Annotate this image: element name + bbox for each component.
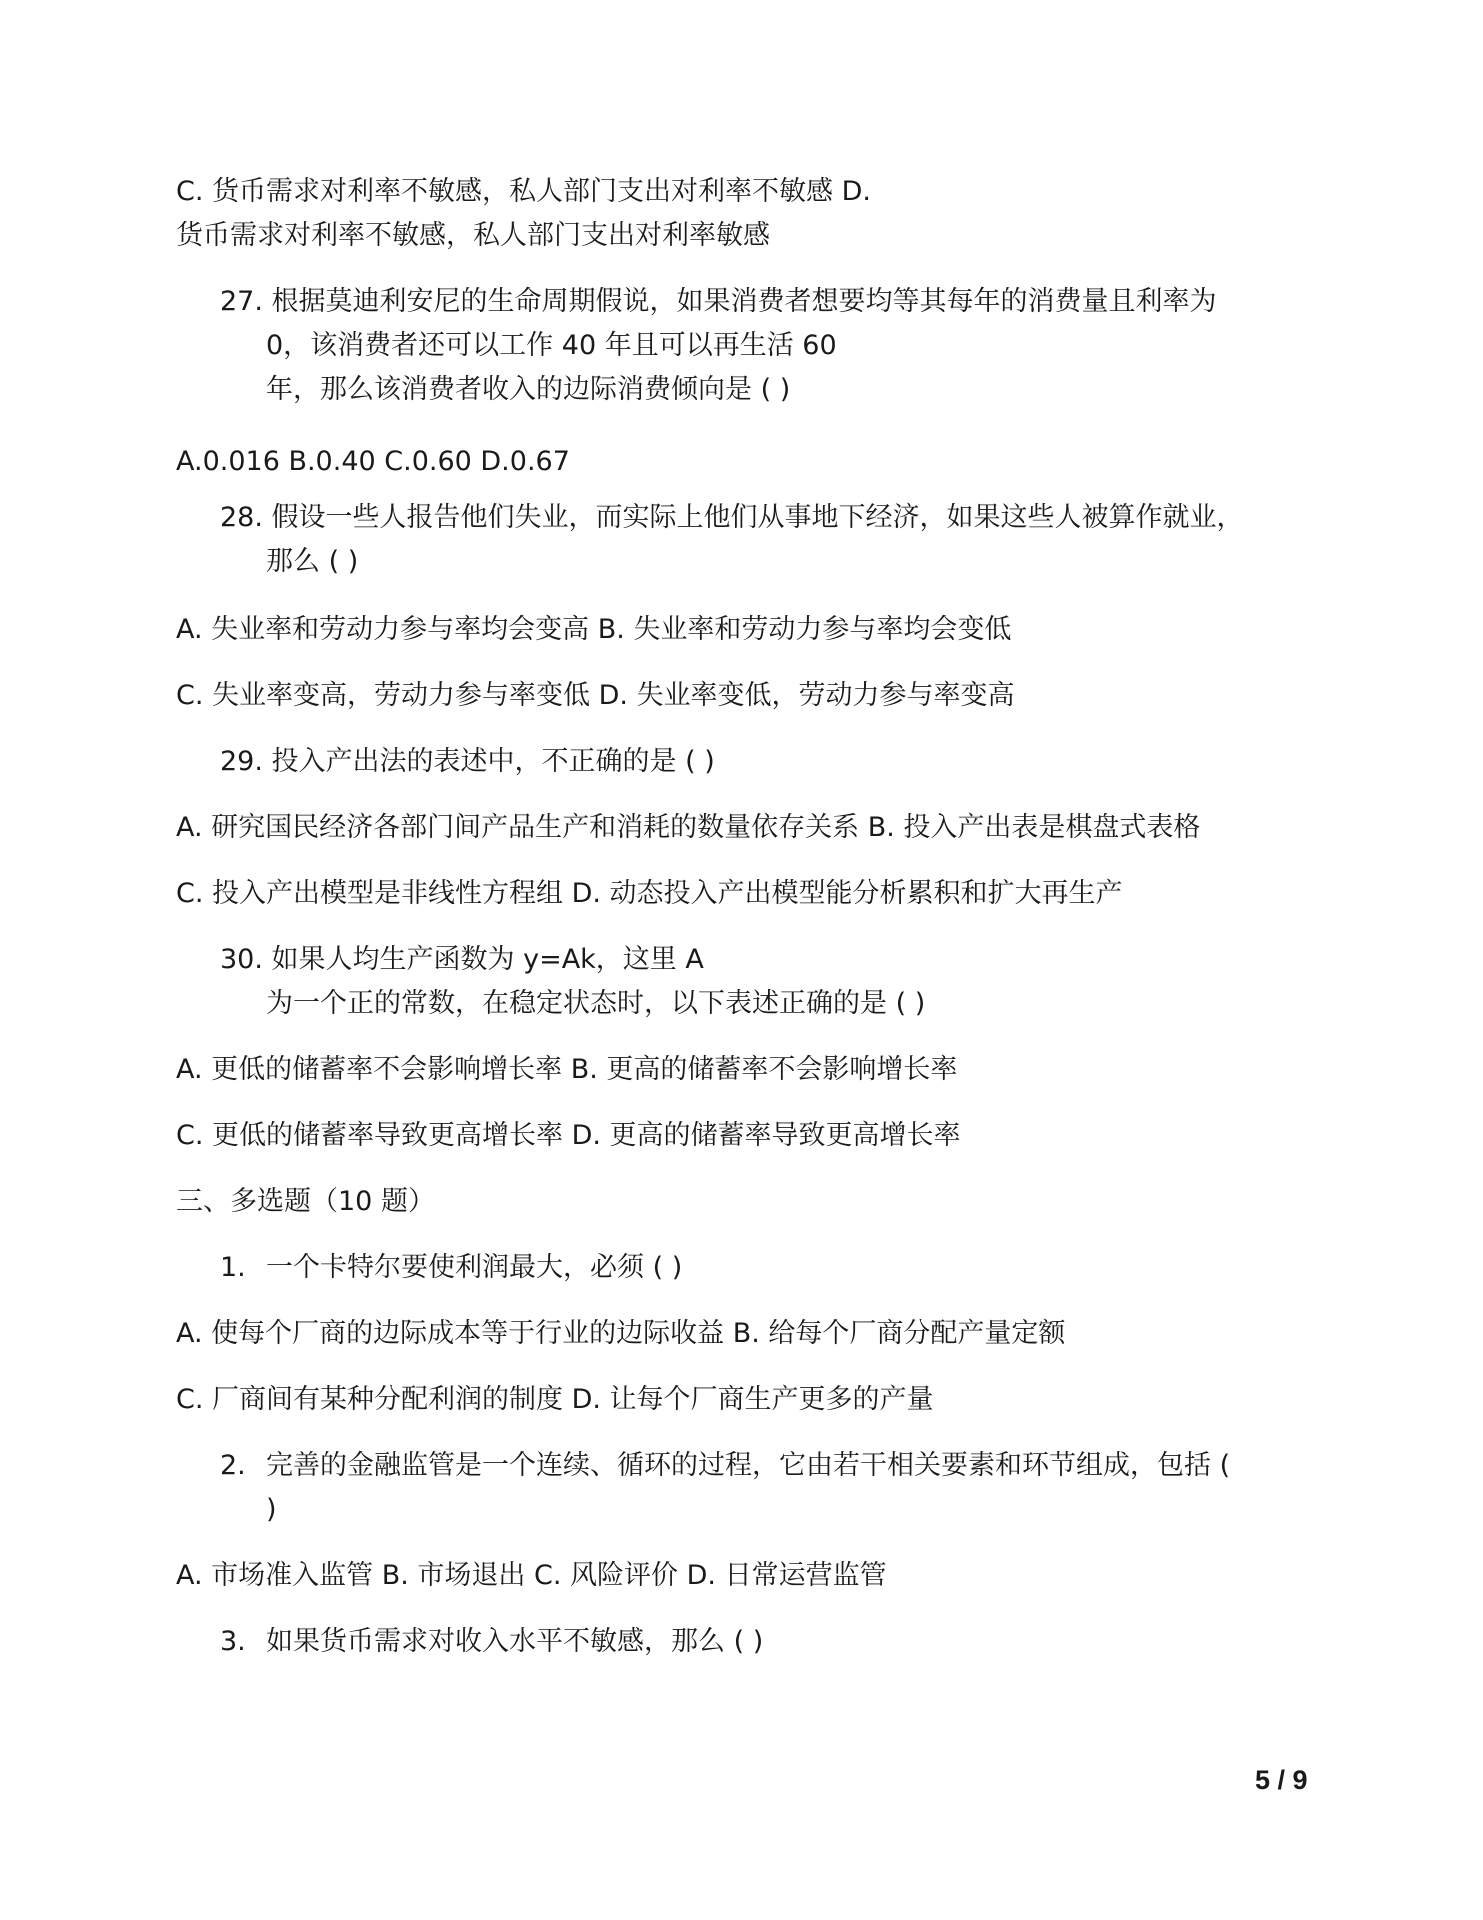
section-heading: 三、多选题（10 题）: [176, 1186, 435, 1217]
option-line: A. 研究国民经济各部门间产品生产和消耗的数量依存关系 B. 投入产出表是棋盘式表格: [176, 812, 1201, 843]
question-27-cont: 0，该消费者还可以工作 40 年且可以再生活 60: [266, 330, 837, 361]
question-28: 28. 假设一些人报告他们失业，而实际上他们从事地下经济，如果这些人被算作就业，: [220, 502, 1244, 533]
option-line: A. 失业率和劳动力参与率均会变高 B. 失业率和劳动力参与率均会变低: [176, 614, 1012, 645]
option-line: C. 更低的储蓄率导致更高增长率 D. 更高的储蓄率导致更高增长率: [176, 1120, 961, 1151]
option-line: C. 投入产出模型是非线性方程组 D. 动态投入产出模型能分析累积和扩大再生产: [176, 878, 1123, 909]
question-number: 3.: [220, 1626, 246, 1657]
multi-question-2-cont: ): [266, 1494, 277, 1525]
question-30: 30. 如果人均生产函数为 y=Ak，这里 A: [220, 944, 704, 975]
multi-question-2: 完善的金融监管是一个连续、循环的过程，它由若干相关要素和环节组成，包括 (: [266, 1450, 1231, 1481]
question-27-cont: 年，那么该消费者收入的边际消费倾向是 ( ): [266, 374, 791, 405]
option-line: 货币需求对利率不敏感，私人部门支出对利率敏感: [176, 220, 770, 251]
option-line: A.0.016 B.0.40 C.0.60 D.0.67: [176, 446, 570, 477]
option-line: C. 失业率变高，劳动力参与率变低 D. 失业率变低，劳动力参与率变高: [176, 680, 1015, 711]
question-27: 27. 根据莫迪利安尼的生命周期假说，如果消费者想要均等其每年的消费量且利率为: [220, 286, 1217, 317]
question-number: 1.: [220, 1252, 246, 1283]
question-29: 29. 投入产出法的表述中，不正确的是 ( ): [220, 746, 715, 777]
option-line: A. 更低的储蓄率不会影响增长率 B. 更高的储蓄率不会影响增长率: [176, 1054, 958, 1085]
option-line: C. 货币需求对利率不敏感，私人部门支出对利率不敏感 D.: [176, 176, 871, 207]
question-28-cont: 那么 ( ): [266, 546, 359, 577]
question-number: 2.: [220, 1450, 246, 1481]
question-30-cont: 为一个正的常数，在稳定状态时，以下表述正确的是 ( ): [266, 988, 926, 1019]
multi-question-3: 如果货币需求对收入水平不敏感，那么 ( ): [266, 1626, 764, 1657]
option-line: A. 使每个厂商的边际成本等于行业的边际收益 B. 给每个厂商分配产量定额: [176, 1318, 1066, 1349]
option-line: C. 厂商间有某种分配利润的制度 D. 让每个厂商生产更多的产量: [176, 1384, 934, 1415]
page-number: 5 / 9: [1255, 1765, 1308, 1795]
multi-question-1: 一个卡特尔要使利润最大，必须 ( ): [266, 1252, 683, 1283]
option-line: A. 市场准入监管 B. 市场退出 C. 风险评价 D. 日常运营监管: [176, 1560, 887, 1591]
